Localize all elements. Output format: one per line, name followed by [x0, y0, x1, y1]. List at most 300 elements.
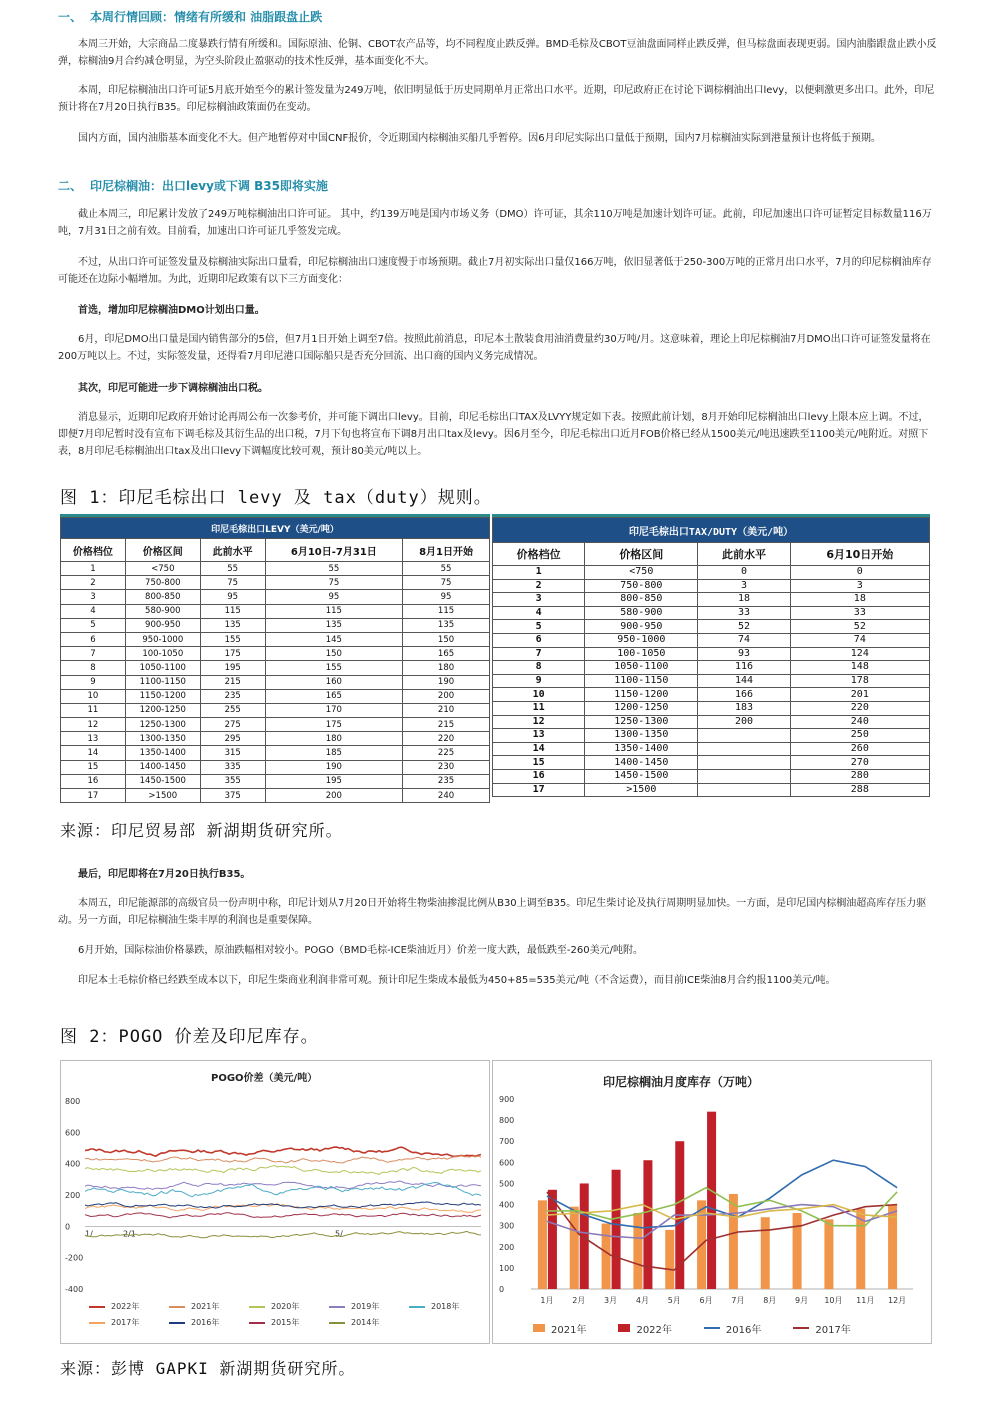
levy-table-cell: 55 [265, 562, 402, 576]
x-tick-label: 10月 [824, 1296, 843, 1305]
levy-table-cell: 1150-1200 [125, 689, 200, 703]
tax-table-cell: 900-950 [585, 620, 698, 634]
y-tick-label: 100 [499, 1263, 515, 1273]
x-tick-label: 2月 [572, 1296, 586, 1305]
section-number: 二、 [58, 179, 83, 193]
tax-table-cell: 220 [790, 701, 929, 715]
tax-table [492, 517, 930, 797]
levy-table-cell: 55 [403, 562, 490, 576]
levy-table-cell: 95 [403, 590, 490, 604]
tax-table-row [493, 674, 930, 688]
legend-item [329, 1301, 379, 1312]
y-tick-label: 800 [499, 1116, 515, 1126]
tax-table-cell: 33 [790, 606, 929, 620]
y-tick-label: 800 [65, 1097, 81, 1106]
levy-table-cell: 210 [403, 703, 490, 717]
levy-table-row [61, 789, 490, 803]
levy-table-cell: 100-1050 [125, 647, 200, 661]
series-line [85, 1213, 481, 1218]
tax-table-cell: 7 [493, 647, 585, 661]
y-tick-label: 600 [65, 1128, 81, 1138]
tax-table-cell: 3 [493, 593, 585, 607]
levy-table-row [61, 562, 490, 576]
levy-table-header-cell: 价格区间 [125, 539, 200, 562]
tax-table-cell [698, 742, 790, 756]
levy-table-cell: >1500 [125, 789, 200, 803]
tax-table-cell: 93 [698, 647, 790, 661]
tax-table-cell: 33 [698, 606, 790, 620]
levy-table-row [61, 632, 490, 646]
levy-table-cell: 150 [265, 647, 402, 661]
levy-table-cell: 1050-1100 [125, 661, 200, 675]
levy-table-cell: 15 [61, 760, 126, 774]
tax-table-cell: 750-800 [585, 579, 698, 593]
levy-table-cell: 750-800 [125, 576, 200, 590]
tax-table-header-cell: 此前水平 [698, 543, 790, 566]
chart-title: 印尼棕榈油月度库存（万吨） [603, 1075, 760, 1089]
tax-table-cell: 250 [790, 729, 929, 743]
bar [612, 1170, 621, 1289]
levy-table-cell: 95 [200, 590, 265, 604]
levy-table-row [61, 746, 490, 760]
tax-table-cell: 201 [790, 688, 929, 702]
x-tick-label: 7月 [731, 1296, 745, 1305]
tax-table-cell: 4 [493, 606, 585, 620]
tax-table-cell: 260 [790, 742, 929, 756]
tax-table-cell: 148 [790, 661, 929, 675]
levy-table-cell: 165 [403, 647, 490, 661]
bar [707, 1112, 716, 1289]
levy-table-header-cell: 此前水平 [200, 539, 265, 562]
bar [643, 1160, 652, 1289]
tax-table-cell: 18 [698, 593, 790, 607]
tax-table-row [493, 633, 930, 647]
levy-table-cell: 275 [200, 718, 265, 732]
figure-source: 来源：彭博 GAPKI 新湖期货研究所。 [60, 1359, 356, 1378]
levy-table-cell: 75 [403, 576, 490, 590]
y-tick-label: 200 [65, 1191, 81, 1200]
levy-table-row [61, 774, 490, 788]
legend-label: 2022年 [111, 1302, 140, 1311]
levy-table-cell: 7 [61, 647, 126, 661]
tax-table-cell [698, 729, 790, 743]
y-tick-label: 0 [65, 1222, 71, 1232]
legend-item [89, 1317, 139, 1328]
levy-table-cell: 150 [403, 632, 490, 646]
tax-table-cell: 5 [493, 620, 585, 634]
tax-table-cell: 18 [790, 593, 929, 607]
levy-table-row [61, 703, 490, 717]
tax-table-cell: 14 [493, 742, 585, 756]
levy-table-cell: 215 [403, 718, 490, 732]
y-tick-label: 600 [499, 1158, 515, 1168]
legend-label: 2018年 [431, 1302, 460, 1311]
paragraph: 印尼本土毛棕价格已经跌至成本以下，印尼生柴商业利润非常可观。预计印尼生柴成本最低为450+85=535美元/吨（不含运费），而目前ICE柴油8月合约报1100美元/吨。 [78, 975, 836, 986]
levy-table-cell: 1200-1250 [125, 703, 200, 717]
tax-table-cell: 0 [790, 566, 929, 580]
levy-table-cell: 215 [200, 675, 265, 689]
levy-table-cell: 95 [265, 590, 402, 604]
legend-swatch [533, 1324, 545, 1332]
legend-item [169, 1317, 219, 1328]
levy-table-cell: 900-950 [125, 618, 200, 632]
levy-table-row [61, 576, 490, 590]
tax-table-cell [698, 783, 790, 797]
levy-table-cell: 10 [61, 689, 126, 703]
y-tick-label: 900 [499, 1095, 515, 1104]
levy-table-cell: 135 [265, 618, 402, 632]
levy-table-cell: 145 [265, 632, 402, 646]
legend-label: 2014年 [351, 1318, 380, 1327]
levy-table-header-cell: 价格档位 [61, 539, 126, 562]
levy-table-cell: 180 [265, 732, 402, 746]
figure-caption: 图 2：POGO 价差及印尼库存。 [60, 1027, 319, 1047]
tax-table-cell: 3 [698, 579, 790, 593]
tax-table-cell: 6 [493, 633, 585, 647]
tax-table-row [493, 783, 930, 797]
legend-label: 2015年 [271, 1318, 300, 1327]
paragraph: 不过，从出口许可证签发量及棕榈油实际出口量看，印尼棕榈油出口速度慢于市场预期。截止7月初实际出口量仅166万吨，依旧显著低于250-300万吨的正常月出口水平，7月的印尼棕榈油库存可能还在边际小幅增加。为此，近期印尼政策有以下三方面变化： [58, 257, 932, 285]
paragraph: 本周，印尼棕榈油出口许可证5月底开始至今的累计签发量为249万吨，依旧明显低于历史同期单月正常出口水平。近期，印尼政府正在讨论下调棕榈油出口levy，以便刺激更多出口。此外，印尼预计将在7月20日执行B35。印尼棕榈油政策面仍在变动。 [58, 85, 935, 113]
series-line [85, 1156, 481, 1163]
x-tick-label: 6月 [699, 1296, 713, 1305]
tax-table-cell: 9 [493, 674, 585, 688]
x-tick-label: 2/1 [123, 1229, 136, 1239]
levy-table-cell: 12 [61, 718, 126, 732]
bar [665, 1230, 674, 1289]
series-line [85, 1231, 481, 1237]
figure-source: 来源：印尼贸易部 新湖期货研究所。 [60, 821, 343, 840]
tax-table-cell: 10 [493, 688, 585, 702]
paragraph: 本周三开始，大宗商品二度暴跌行情有所缓和。国际原油、伦铜、CBOT农产品等，均不同程度止跌反弹。BMD毛棕及CBOT豆油盘面同样止跌反弹，但马棕盘面表现更弱。国内油脂跟盘止跌小反弹，棕榈油9月合约减仓明显，为空头阶段止盈驱动的技术性反弹，基本面变化不大。 [58, 39, 937, 67]
x-tick-label: 9月 [795, 1296, 809, 1305]
legend-item [249, 1317, 299, 1328]
tax-table-cell: 2 [493, 579, 585, 593]
legend-swatch [329, 1322, 345, 1324]
legend-label: 2021年 [191, 1302, 220, 1311]
levy-table-cell: 220 [403, 732, 490, 746]
levy-table-cell: 1350-1400 [125, 746, 200, 760]
y-tick-label: -400 [65, 1285, 84, 1294]
tax-table-header-cell: 价格档位 [493, 543, 585, 566]
levy-table [60, 517, 490, 803]
bold-paragraph: 其次，印尼可能进一步下调棕榈油出口税。 [78, 383, 268, 394]
tax-table-cell: 1050-1100 [585, 661, 698, 675]
tax-table-cell: 74 [790, 633, 929, 647]
levy-table-cell: 11 [61, 703, 126, 717]
legend-item [618, 1319, 671, 1337]
levy-table-cell: 200 [265, 789, 402, 803]
levy-table-cell: 3 [61, 590, 126, 604]
section-title: 本周行情回顾：情绪有所缓和 油脂跟盘止跌 [90, 10, 323, 24]
levy-table-cell: 1 [61, 562, 126, 576]
tax-table-row [493, 593, 930, 607]
paragraph: 6月，印尼DMO出口量是国内销售部分的5倍，但7月1日开始上调至7倍。按照此前消息，印尼本土散装食用油消费量约30万吨/月。这意味着，理论上印尼棕榈油7月DMO出口许可证签发量将在200万吨以上。不过，实际签发量，还得看7月印尼港口国际船只是否充分回流、出口商的国内义务完成情况。 [58, 334, 931, 362]
legend-item [329, 1317, 379, 1328]
tax-table-cell: 13 [493, 729, 585, 743]
levy-table-cell: 175 [265, 718, 402, 732]
y-tick-label: 400 [65, 1159, 81, 1169]
levy-table-header-cell: 6月10日-7月31日 [265, 539, 402, 562]
bold-paragraph: 首选，增加印尼棕榈油DMO计划出口量。 [78, 305, 265, 316]
legend-item [704, 1319, 761, 1337]
y-tick-label: 300 [499, 1221, 515, 1231]
levy-table-cell: 13 [61, 732, 126, 746]
tax-table-cell: 8 [493, 661, 585, 675]
x-tick-label: 5月 [667, 1296, 681, 1305]
y-tick-label: -200 [65, 1253, 84, 1263]
tax-table-header-cell: 价格区间 [585, 543, 698, 566]
levy-table-row [61, 647, 490, 661]
tax-table-cell: 270 [790, 756, 929, 770]
legend-item [169, 1301, 219, 1312]
bar [538, 1200, 547, 1289]
tax-table-row [493, 688, 930, 702]
legend-swatch [249, 1322, 265, 1324]
levy-table-row [61, 590, 490, 604]
levy-table-cell: 240 [403, 789, 490, 803]
tax-table-row [493, 661, 930, 675]
x-tick-label: 1月 [540, 1296, 554, 1305]
bar [602, 1224, 611, 1289]
pogo-chart [60, 1060, 490, 1344]
section-heading-1 [58, 8, 322, 25]
section-number: 一、 [58, 10, 83, 24]
series-line [85, 1166, 481, 1175]
legend-label: 2019年 [351, 1302, 380, 1311]
legend-swatch [89, 1322, 105, 1324]
tax-table-cell: 0 [698, 566, 790, 580]
legend-swatch [329, 1306, 345, 1308]
inventory-chart-svg [493, 1061, 931, 1343]
section-title: 印尼棕榈油：出口levy或下调 B35即将实施 [90, 179, 328, 193]
levy-table-cell: 185 [265, 746, 402, 760]
tax-table-cell: 950-1000 [585, 633, 698, 647]
levy-table-cell: 315 [200, 746, 265, 760]
legend-swatch [169, 1322, 185, 1324]
levy-table-cell: 9 [61, 675, 126, 689]
chart-title: POGO价差（美元/吨） [211, 1073, 318, 1084]
levy-table-cell: 200 [403, 689, 490, 703]
inventory-chart [492, 1060, 932, 1344]
y-tick-label: 0 [499, 1285, 505, 1294]
y-tick-label: 200 [499, 1242, 515, 1252]
tax-table-cell: 240 [790, 715, 929, 729]
levy-table-row [61, 675, 490, 689]
tax-table-cell: 1100-1150 [585, 674, 698, 688]
levy-table-cell: 190 [265, 760, 402, 774]
levy-table-row [61, 618, 490, 632]
levy-table-cell: 580-900 [125, 604, 200, 618]
tax-table-cell: 1350-1400 [585, 742, 698, 756]
tax-table-title: 印尼毛棕出口TAX/DUTY（美元/吨） [493, 518, 930, 543]
x-tick-label: 5/ [335, 1229, 343, 1239]
series-line [547, 1205, 897, 1239]
tax-table-row [493, 756, 930, 770]
x-tick-label: 11月 [856, 1296, 875, 1305]
legend-label: 2016年 [191, 1318, 220, 1327]
legend-swatch [169, 1306, 185, 1308]
tax-table-cell [698, 756, 790, 770]
bar [633, 1213, 642, 1289]
tax-table-cell: 17 [493, 783, 585, 797]
levy-table-cell: 235 [403, 774, 490, 788]
levy-table-cell: 5 [61, 618, 126, 632]
tax-table-row [493, 701, 930, 715]
legend-label: 2021年 [551, 1324, 587, 1336]
x-tick-label: 8月 [763, 1296, 777, 1305]
levy-table-cell: 16 [61, 774, 126, 788]
tax-table-cell: 15 [493, 756, 585, 770]
tax-table-cell: 116 [698, 661, 790, 675]
tax-table-row [493, 620, 930, 634]
legend-swatch [409, 1306, 425, 1308]
tax-table-row [493, 579, 930, 593]
x-tick-label: 3月 [604, 1296, 618, 1305]
x-tick-label: 4月 [635, 1296, 649, 1305]
bold-paragraph: 最后，印尼即将在7月20日执行B35。 [78, 869, 251, 880]
tax-table-cell [698, 769, 790, 783]
paragraph: 截止本周三，印尼累计发放了249万吨棕榈油出口许可证。 其中，约139万吨是国内市场义务（DMO）许可证，其余110万吨是加速计划许可证。此前，印尼加速出口许可证暂定目标数量116万吨，7月31日之前有效。目前看，加速出口许可证几乎签发完成。 [58, 209, 932, 237]
series-line [547, 1192, 897, 1270]
paragraph: 6月开始，国际棕油价格暴跌，原油跌幅相对较小。POGO（BMD毛棕-ICE柴油近月）价差一度大跌，最低跌至-260美元/吨附。 [78, 945, 643, 956]
series-line [85, 1204, 481, 1213]
tax-table-cell: >1500 [585, 783, 698, 797]
levy-table-cell: 165 [265, 689, 402, 703]
tax-table-cell: 12 [493, 715, 585, 729]
tax-table-row [493, 715, 930, 729]
levy-table-cell: 230 [403, 760, 490, 774]
tax-table-cell: 11 [493, 701, 585, 715]
tax-table-cell: 280 [790, 769, 929, 783]
inventory-legend [533, 1319, 923, 1337]
bar [570, 1207, 579, 1289]
levy-table-cell: 195 [265, 774, 402, 788]
levy-table-cell: 1100-1150 [125, 675, 200, 689]
tax-table-row [493, 742, 930, 756]
tax-table-cell: 1200-1250 [585, 701, 698, 715]
tax-table-cell: 1 [493, 566, 585, 580]
levy-table-cell: 180 [403, 661, 490, 675]
legend-label: 2017年 [111, 1318, 140, 1327]
bar [824, 1219, 833, 1289]
tax-table-cell: 52 [698, 620, 790, 634]
levy-table-cell: 295 [200, 732, 265, 746]
series-line [85, 1147, 481, 1156]
tax-table-cell: 1150-1200 [585, 688, 698, 702]
tax-table-cell: 100-1050 [585, 647, 698, 661]
levy-table-row [61, 732, 490, 746]
tax-table-cell: 200 [698, 715, 790, 729]
legend-label: 2017年 [815, 1324, 851, 1336]
tax-table-cell: 144 [698, 674, 790, 688]
tax-table-cell: 800-850 [585, 593, 698, 607]
section-heading-2 [58, 177, 328, 194]
levy-table-row [61, 689, 490, 703]
levy-table-cell: 175 [200, 647, 265, 661]
bar [729, 1194, 738, 1289]
tax-table-cell: 166 [698, 688, 790, 702]
levy-table-cell: 190 [403, 675, 490, 689]
levy-table-cell: 170 [265, 703, 402, 717]
levy-table-row [61, 661, 490, 675]
bar [761, 1217, 770, 1289]
levy-table-cell: <750 [125, 562, 200, 576]
legend-label: 2016年 [725, 1324, 762, 1336]
tax-table-row [493, 647, 930, 661]
legend-swatch [89, 1306, 105, 1308]
legend-label: 2022年 [636, 1324, 672, 1336]
legend-item [249, 1301, 299, 1312]
levy-table-cell: 135 [200, 618, 265, 632]
legend-item [409, 1301, 459, 1312]
tax-table-cell: 1450-1500 [585, 769, 698, 783]
tax-table-row [493, 729, 930, 743]
tax-table-row [493, 566, 930, 580]
levy-table-row [61, 760, 490, 774]
paragraph: 国内方面，国内油脂基本面变化不大。但产地暂停对中国CNF报价，令近期国内棕榈油买船几乎暂停。因6月印尼实际出口量低于预期，国内7月棕榈油实际到港量预计也将低于预期。 [78, 133, 881, 144]
levy-table-cell: 225 [403, 746, 490, 760]
legend-swatch [618, 1324, 630, 1332]
tax-table-cell: 3 [790, 579, 929, 593]
legend-item [89, 1301, 139, 1312]
tax-table-cell: <750 [585, 566, 698, 580]
legend-swatch [249, 1306, 265, 1308]
levy-table-cell: 335 [200, 760, 265, 774]
tax-table-row [493, 606, 930, 620]
paragraph: 消息显示，近期印尼政府开始讨论再周公布一次参考价，并可能下调出口levy。目前，印尼毛棕出口TAX及LVYY规定如下表。按照此前计划，8月开始印尼棕榈油出口levy上限本应上调。不过，即便7月印尼暂时没有宣布下调毛棕及其衍生品的出口税，7月下旬也将宣布下调8月出口tax及levy。因6月至今，印尼毛棕出口近月FOB价格已经从1500美元/吨迅速跌至1100美元/吨附近。对照下表，8月印尼毛棕榈油出口tax及出口levy下调幅度比较可观，预计80美元/吨以上。 [58, 412, 929, 457]
levy-table-cell: 115 [200, 604, 265, 618]
levy-table-cell: 255 [200, 703, 265, 717]
levy-table-cell: 17 [61, 789, 126, 803]
tax-table-row [493, 769, 930, 783]
pogo-legend [89, 1301, 489, 1341]
bar [793, 1213, 802, 1289]
levy-table-cell: 375 [200, 789, 265, 803]
levy-table-cell: 355 [200, 774, 265, 788]
levy-table-cell: 135 [403, 618, 490, 632]
tax-table-cell: 183 [698, 701, 790, 715]
levy-table-cell: 1400-1450 [125, 760, 200, 774]
tax-table-cell: 1250-1300 [585, 715, 698, 729]
levy-table-cell: 115 [403, 604, 490, 618]
levy-table-row [61, 604, 490, 618]
levy-table-wrapper [60, 514, 490, 809]
tax-table-cell: 178 [790, 674, 929, 688]
levy-table-cell: 1450-1500 [125, 774, 200, 788]
figure-caption: 图 1：印尼毛棕出口 levy 及 tax（duty）规则。 [60, 488, 492, 508]
levy-table-cell: 235 [200, 689, 265, 703]
tax-table-cell: 1400-1450 [585, 756, 698, 770]
tax-table-header-cell: 6月10日开始 [790, 543, 929, 566]
x-tick-label: 12月 [887, 1296, 907, 1305]
y-tick-label: 400 [499, 1200, 515, 1210]
tax-table-cell: 74 [698, 633, 790, 647]
levy-table-cell: 14 [61, 746, 126, 760]
levy-table-cell: 8 [61, 661, 126, 675]
levy-table-cell: 1250-1300 [125, 718, 200, 732]
levy-table-header-cell: 8月1日开始 [403, 539, 490, 562]
levy-table-cell: 4 [61, 604, 126, 618]
levy-table-cell: 6 [61, 632, 126, 646]
y-tick-label: 500 [499, 1179, 515, 1189]
levy-table-cell: 155 [265, 661, 402, 675]
y-tick-label: 700 [499, 1137, 515, 1147]
tax-table-wrapper [492, 514, 930, 809]
levy-table-row [61, 718, 490, 732]
levy-table-cell: 1300-1350 [125, 732, 200, 746]
levy-table-cell: 55 [200, 562, 265, 576]
